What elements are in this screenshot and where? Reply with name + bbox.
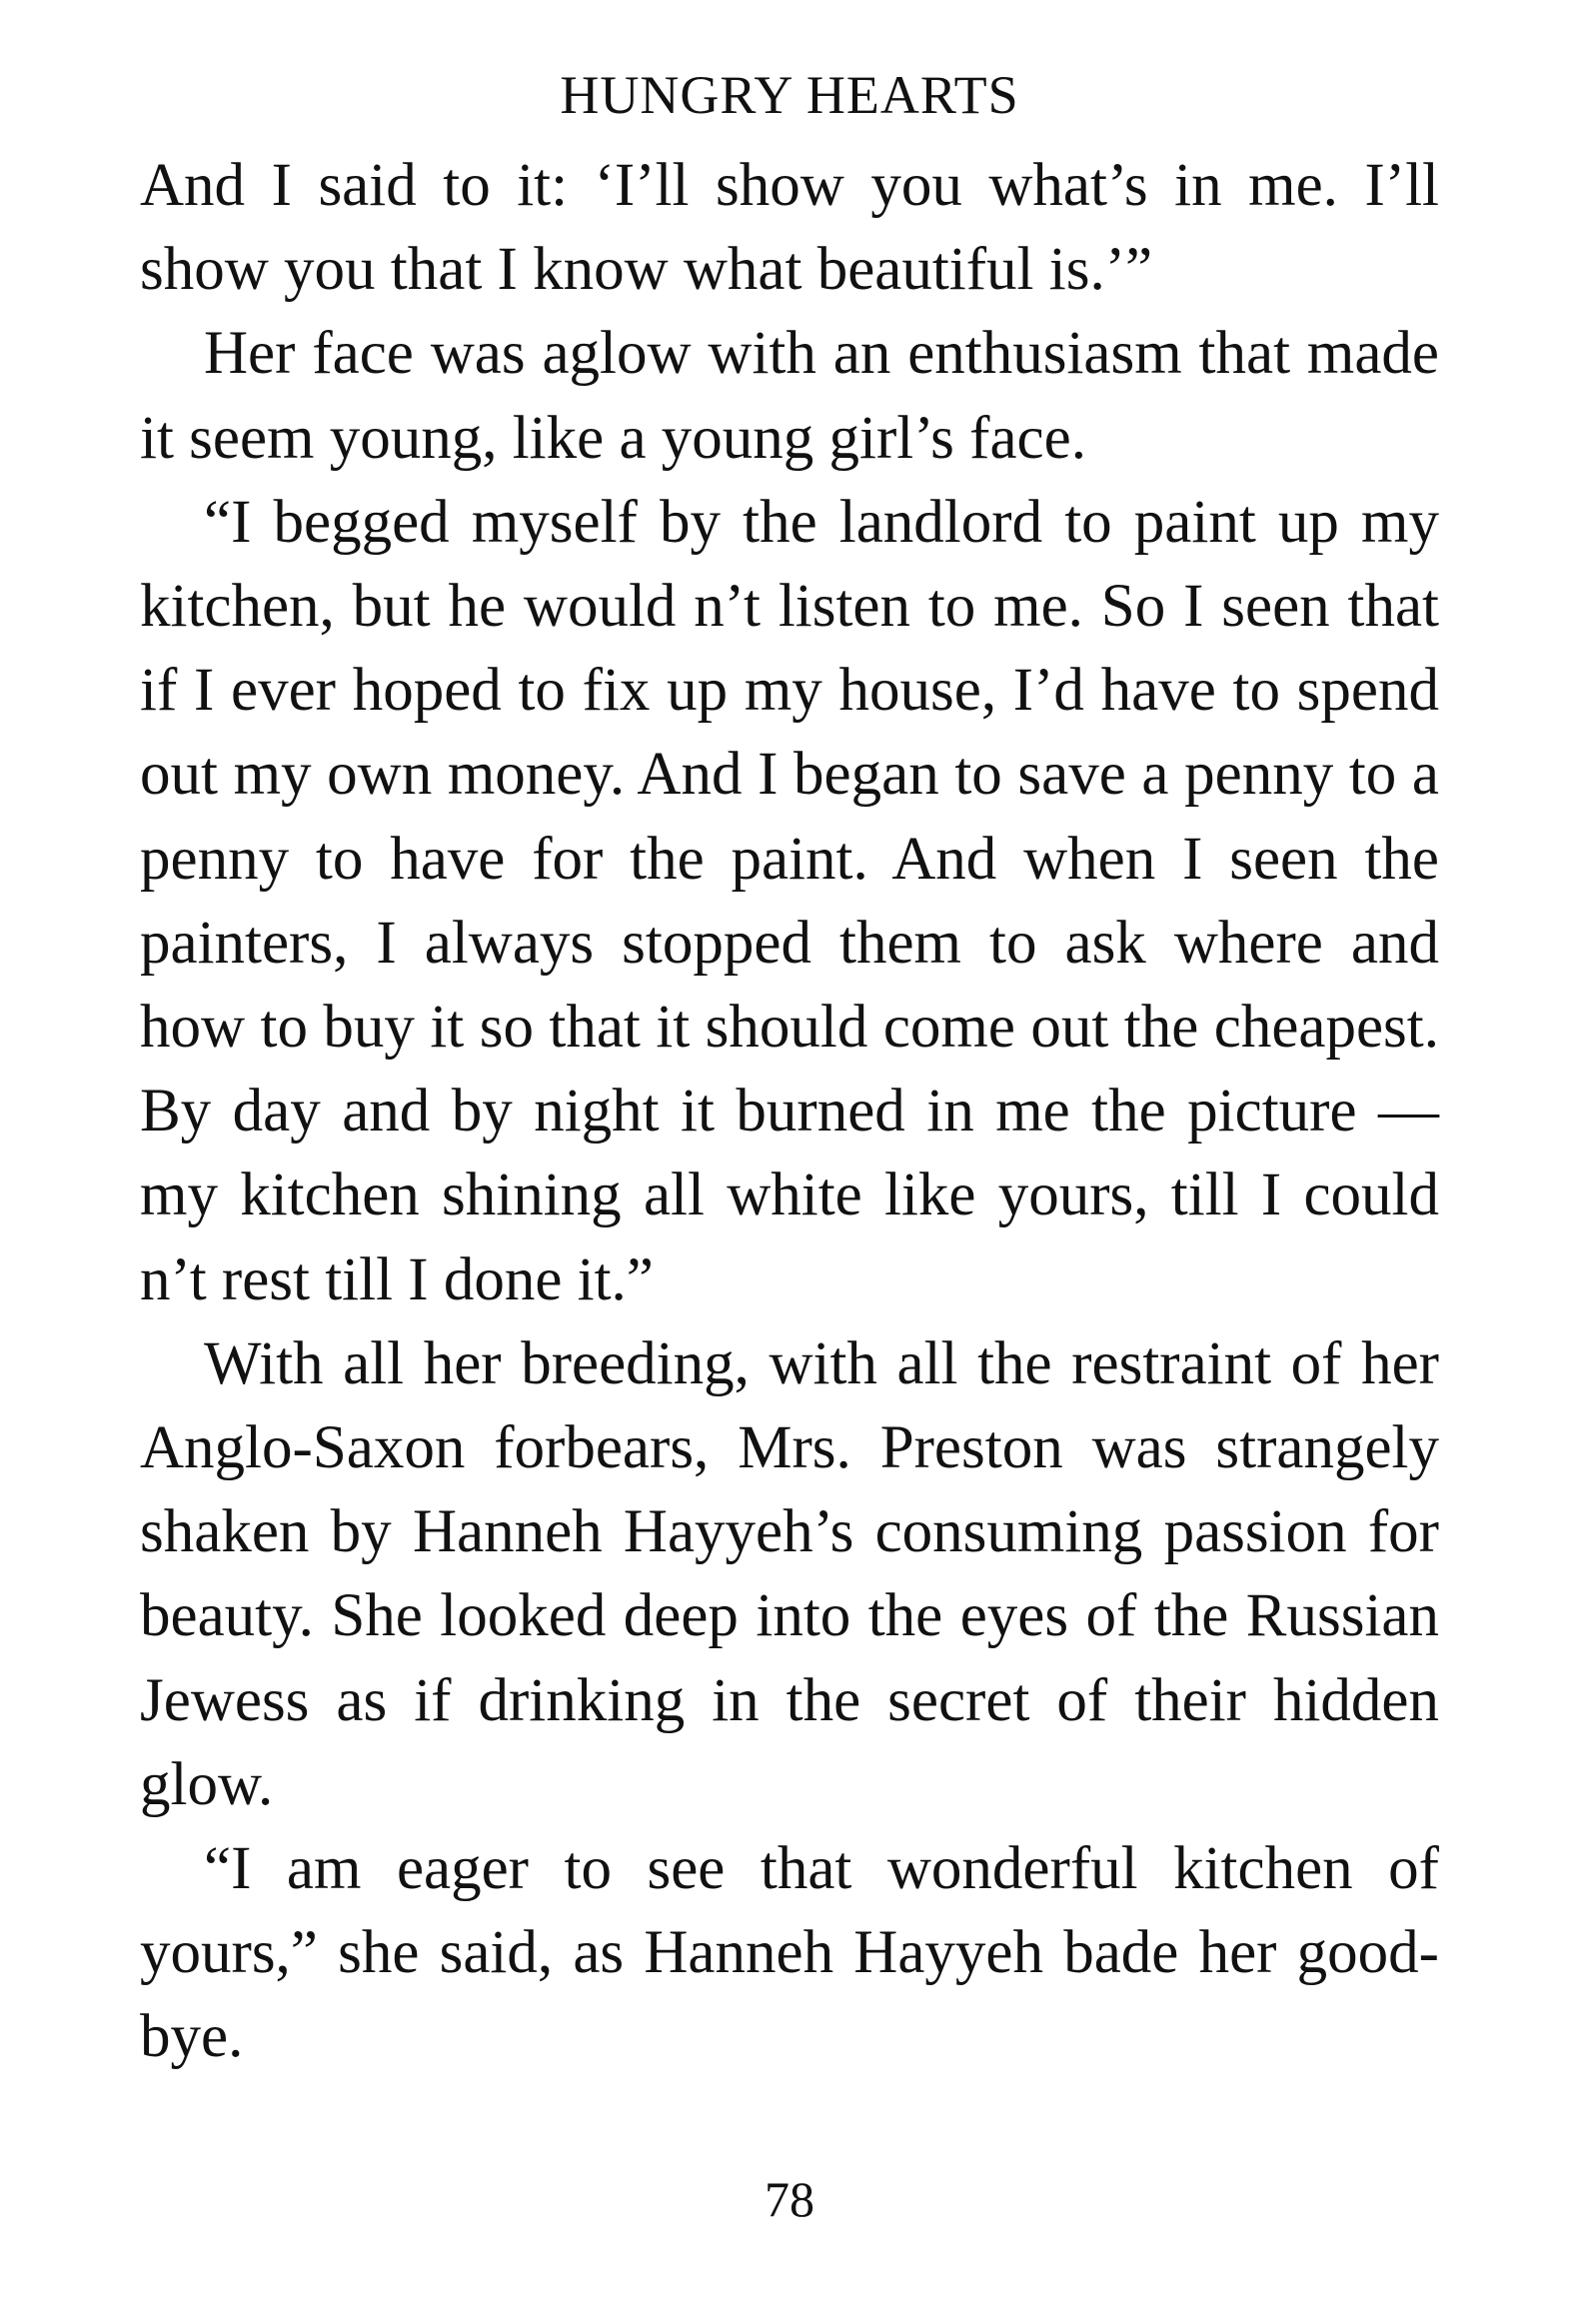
- paragraph: “I am eager to see that wonderful kitchen of yours,” she said, as Hanneh Hayyeh bade her good-bye.: [140, 1835, 1439, 2071]
- paragraph: With all her breeding, with all the restraint of her Anglo-Saxon forbears, Mrs. Preston was strangely shaken by Hanneh Hayyeh’s consuming passion for beauty. She looked deep into the eyes of the Russian Jewess as if drinking in the secret of their hidden glow.: [140, 1329, 1439, 1818]
- paragraph-continuation: And I said to it: ‘I’ll show you what’s in me. I’ll show you that I know what beautiful is.’”: [140, 152, 1439, 304]
- page-number: 78: [765, 2171, 814, 2227]
- book-page: [140, 60, 1439, 2289]
- running-head: HUNGRY HEARTS: [560, 65, 1019, 125]
- paragraph: Her face was aglow with an enthusiasm that made it seem young, like a young girl’s face.: [140, 320, 1439, 472]
- body-text: [140, 144, 1439, 2080]
- paragraph: “I begged myself by the landlord to paint up my kitchen, but he would n’t listen to me. So I seen that if I ever hoped to fix up my house, I’d have to spend out my own money. And I began to save a penny to a penny to have for the paint. And when I seen the painters, I always stopped them to ask where and how to buy it so that it should come out the cheapest. By day and by night it burned in me the picture — my kitchen shining all white like yours, till I could n’t rest till I done it.”: [140, 488, 1439, 1313]
